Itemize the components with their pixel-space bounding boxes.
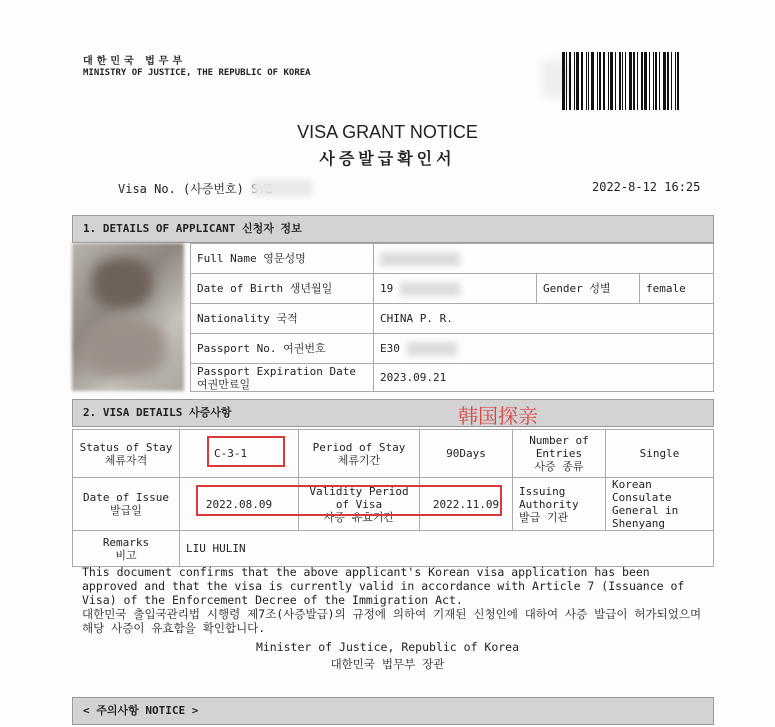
passport-number-value: E30 [374,334,714,364]
photo-blur [82,318,167,378]
barcode-bar [599,52,601,110]
redaction-blur [380,252,460,266]
applicant-table [190,243,714,392]
visa-number-label: Visa No. (사증번호) [118,182,244,196]
barcode-bar [653,52,654,110]
section-visa-header: 2. VISA DETAILS 사증사항 [72,399,714,427]
barcode-bar [675,52,676,110]
validity-label: Validity Period of Visa 사증 유효기간 [299,478,420,531]
full-name-label: Full Name 영문성명 [191,244,374,274]
passport-expiration-label: Passport Expiration Date 여권만료일 [191,364,374,392]
highlight-box [207,436,285,467]
barcode-bar [597,52,598,110]
period-value: 90Days [420,430,513,478]
gender-label: Gender 성별 [537,274,640,304]
passport-number-label: Passport No. 여권번호 [191,334,374,364]
barcode-bar [677,52,679,110]
barcode [562,52,682,110]
full-name-value [374,244,714,274]
authority-label: Issuing Authority 발급 기관 [513,478,606,531]
barcode-bar [622,52,623,110]
signer-korean: 대한민국 법무부 장관 [330,657,445,671]
remarks-label: Remarks 비고 [73,531,180,567]
barcode-bar [588,52,589,110]
barcode-bar [655,52,657,110]
ministry-english: MINISTRY OF JUSTICE, THE REPUBLIC OF KOREA [83,68,311,78]
barcode-bar [591,52,594,110]
barcode-bar [663,52,666,110]
authority-value: Korean Consulate General in Shenyang [606,478,714,531]
status-value: C-3-1 [180,430,299,478]
remarks-value: LIU HULIN [180,531,714,567]
document-title-korean: 사증발급확인서 [319,149,456,168]
period-label: Period of Stay 체류기간 [299,430,420,478]
dob-value: 19 [374,274,537,304]
entries-label: Number of Entries 사증 종류 [513,430,606,478]
redaction-blur [400,282,460,296]
handwritten-annotation: 韩国探亲 [458,404,538,428]
barcode-bar [633,52,635,110]
statement-korean: 대한민국 출입국관리법 시행령 제7조(사증발급)의 규정에 의하여 기재된 신청인에 대하여 사증 발급이 허가되었으며 해당 사증이 유효함을 확인합니다. [82,607,702,635]
signer-english: Minister of Justice, Republic of Korea [255,640,520,654]
barcode-bar [644,52,647,110]
barcode-bar [671,52,672,110]
barcode-bar [576,52,579,110]
barcode-bar [659,52,660,110]
barcode-bar [649,52,650,110]
highlight-box [196,485,502,516]
barcode-bar [667,52,669,110]
barcode-bar [608,52,609,110]
photo-blur [92,258,152,308]
section-applicant-header: 1. DETAILS OF APPLICANT 신청자 정보 [72,215,714,243]
visa-number [118,180,273,197]
barcode-bar [637,52,638,110]
issue-timestamp: 2022-8-12 16:25 [592,180,701,194]
issue-date-label: Date of Issue 발급일 [73,478,180,531]
issue-date-value: 2022.08.09 [180,478,299,531]
redaction-blur [407,342,457,356]
confirmation-statement [82,565,712,635]
barcode-bar [619,52,621,110]
nationality-value: CHINA P. R. [374,304,714,334]
gender-value: female [640,274,714,304]
passport-expiration-value: 2023.09.21 [374,364,714,392]
ministry-korean: 대한민국 법무부 [83,56,187,67]
redaction-blur [252,180,312,196]
nationality-label: Nationality 국적 [191,304,374,334]
barcode-bar [581,52,583,110]
barcode-bar [615,52,616,110]
barcode-bar [562,52,565,110]
barcode-bar [629,52,632,110]
notice-header: < 주의사항 NOTICE > [72,697,714,725]
status-label: Status of Stay 체류자격 [73,430,180,478]
barcode-bar [641,52,643,110]
validity-value: 2022.11.09 [420,478,513,531]
barcode-bar [625,52,626,110]
barcode-bar [603,52,605,110]
barcode-bar [569,52,571,110]
barcode-bar [610,52,613,110]
barcode-bar [566,52,567,110]
statement-english: This document confirms that the above applicant's Korean visa application has been approved and that the visa is currently valid in accordance with Article 7 (Issuance of Visa) of the Enforcement Decree of the Immigration Act. [82,565,685,607]
signer [0,639,775,673]
document-title: VISA GRANT NOTICE [297,122,478,142]
entries-value: Single [606,430,714,478]
barcode-bar [586,52,587,110]
barcode-bar [574,52,575,110]
dob-label: Date of Birth 생년월일 [191,274,374,304]
